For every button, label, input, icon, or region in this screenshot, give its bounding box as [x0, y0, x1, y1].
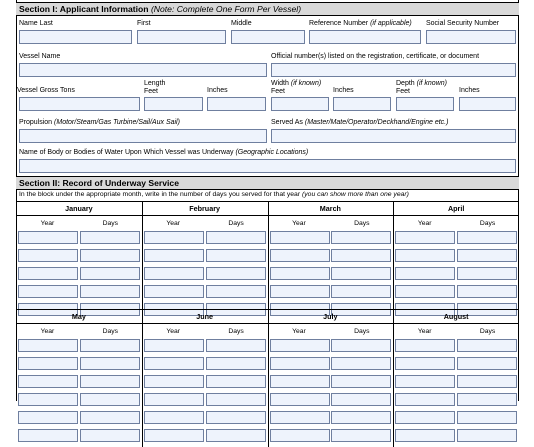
year-input-cell[interactable]	[144, 267, 204, 280]
days-input-cell[interactable]	[80, 411, 140, 424]
year-input-cell[interactable]	[18, 339, 78, 352]
middle-name-field[interactable]	[231, 30, 305, 44]
year-column-header: Year	[40, 328, 55, 335]
year-input-cell[interactable]	[18, 375, 78, 388]
year-input-cell[interactable]	[270, 429, 330, 442]
year-input-cell[interactable]	[18, 231, 78, 244]
days-input-cell[interactable]	[206, 231, 266, 244]
days-input-cell[interactable]	[331, 285, 391, 298]
gross-tons-field[interactable]	[19, 97, 140, 111]
days-input-cell[interactable]	[457, 339, 517, 352]
year-input-cell[interactable]	[395, 429, 455, 442]
year-input-cell[interactable]	[395, 231, 455, 244]
year-input-cell[interactable]	[270, 357, 330, 370]
days-input-cell[interactable]	[80, 249, 140, 262]
depth-label: Depth (if known)	[396, 80, 447, 87]
days-input-cell[interactable]	[457, 267, 517, 280]
year-input-cell[interactable]	[270, 231, 330, 244]
year-input-cell[interactable]	[270, 411, 330, 424]
days-input-cell[interactable]	[457, 285, 517, 298]
year-column-header: Year	[292, 220, 306, 227]
days-input-cell[interactable]	[206, 339, 266, 352]
year-input-cell[interactable]	[395, 393, 455, 406]
width-inches-label: Inches	[333, 87, 354, 94]
depth-inches-label: Inches	[459, 87, 480, 94]
section-2-title: Section II: Record of Underway Service	[19, 178, 179, 188]
year-input-cell[interactable]	[144, 429, 204, 442]
year-input-cell[interactable]	[18, 393, 78, 406]
year-input-cell[interactable]	[270, 249, 330, 262]
days-input-cell[interactable]	[457, 357, 517, 370]
served-as-field[interactable]	[271, 129, 516, 143]
days-column-header: Days	[102, 220, 119, 227]
first-label: First	[137, 20, 151, 27]
days-input-cell[interactable]	[331, 339, 391, 352]
year-input-cell[interactable]	[144, 231, 204, 244]
days-column-header: Days	[228, 328, 244, 335]
name-last-label: Name Last	[19, 20, 53, 27]
gross-tons-label: Vessel Gross Tons	[17, 87, 75, 94]
year-input-cell[interactable]	[395, 267, 455, 280]
days-input-cell[interactable]	[80, 285, 140, 298]
section-2-header	[16, 176, 519, 190]
days-input-cell[interactable]	[331, 249, 391, 262]
days-input-cell[interactable]	[80, 339, 140, 352]
section-1-note: (Note: Complete One Form Per Vessel)	[150, 4, 302, 14]
year-column-header: Year	[40, 220, 55, 227]
month-divider	[142, 201, 143, 321]
year-input-cell[interactable]	[18, 249, 78, 262]
year-input-cell[interactable]	[395, 339, 455, 352]
days-input-cell[interactable]	[80, 393, 140, 406]
year-input-cell[interactable]	[144, 357, 204, 370]
length-feet-field[interactable]	[144, 97, 203, 111]
year-input-cell[interactable]	[395, 249, 455, 262]
year-input-cell[interactable]	[270, 285, 330, 298]
days-input-cell[interactable]	[206, 267, 266, 280]
days-input-cell[interactable]	[331, 375, 391, 388]
year-input-cell[interactable]	[270, 267, 330, 280]
days-input-cell[interactable]	[331, 429, 391, 442]
width-feet-label: Feet	[271, 88, 286, 95]
year-input-cell[interactable]	[144, 249, 204, 262]
vessel-name-field[interactable]	[19, 63, 267, 77]
days-input-cell[interactable]	[331, 393, 391, 406]
days-input-cell[interactable]	[80, 231, 140, 244]
days-input-cell[interactable]	[457, 249, 517, 262]
year-input-cell[interactable]	[270, 375, 330, 388]
propulsion-field[interactable]	[19, 129, 267, 143]
section-2-instructions: In the block under the appropriate month, write in the number of days you served for that year (you can show more than one year)	[19, 191, 409, 198]
year-input-cell[interactable]	[144, 339, 204, 352]
days-input-cell[interactable]	[206, 393, 266, 406]
days-input-cell[interactable]	[206, 411, 266, 424]
days-input-cell[interactable]	[457, 231, 517, 244]
days-input-cell[interactable]	[331, 267, 391, 280]
section-1-title: Section I: Applicant Information	[19, 4, 149, 14]
vessel-name-label: Vessel Name	[19, 53, 61, 60]
year-input-cell[interactable]	[18, 411, 78, 424]
days-column-header: Days	[354, 328, 370, 335]
middle-label: Middle	[231, 20, 252, 27]
days-input-cell[interactable]	[331, 231, 391, 244]
days-input-cell[interactable]	[206, 429, 266, 442]
days-column-header: Days	[354, 220, 370, 227]
days-column-header: Days	[228, 220, 244, 227]
days-column-header: Days	[479, 328, 496, 335]
ssn-label: Social Security Number	[426, 20, 500, 27]
days-column-header: Days	[479, 220, 496, 227]
section-1-header	[16, 2, 519, 16]
days-input-cell[interactable]	[80, 357, 140, 370]
month-label: July	[323, 312, 338, 321]
month-label: February	[189, 204, 220, 213]
year-column-header: Year	[417, 328, 432, 335]
served-as-label: Served As (Master/Mate/Operator/Deckhand/Engine etc.)	[271, 119, 449, 126]
days-input-cell[interactable]	[457, 393, 517, 406]
year-column-header: Year	[166, 220, 181, 227]
days-input-cell[interactable]	[206, 357, 266, 370]
days-input-cell[interactable]	[331, 357, 391, 370]
days-input-cell[interactable]	[331, 411, 391, 424]
year-input-cell[interactable]	[395, 357, 455, 370]
name-last-field[interactable]	[19, 30, 132, 44]
month-divider	[268, 201, 269, 321]
width-label: Width (if known)	[271, 80, 322, 87]
days-input-cell[interactable]	[80, 429, 140, 442]
reference-number-label: Reference Number (if applicable)	[309, 20, 412, 27]
width-inches-field[interactable]	[333, 97, 391, 111]
depth-feet-label: Feet	[396, 88, 411, 95]
depth-feet-field[interactable]	[396, 97, 454, 111]
year-input-cell[interactable]	[144, 411, 204, 424]
days-input-cell[interactable]	[206, 375, 266, 388]
year-input-cell[interactable]	[395, 411, 455, 424]
days-input-cell[interactable]	[206, 249, 266, 262]
days-input-cell[interactable]	[457, 429, 517, 442]
width-feet-field[interactable]	[271, 97, 329, 111]
length-label: Length	[144, 80, 166, 87]
year-input-cell[interactable]	[18, 267, 78, 280]
length-feet-label: Feet	[144, 88, 159, 95]
year-input-cell[interactable]	[144, 393, 204, 406]
days-input-cell[interactable]	[457, 411, 517, 424]
reference-number-field[interactable]	[309, 30, 421, 44]
year-input-cell[interactable]	[395, 285, 455, 298]
length-inches-field[interactable]	[207, 97, 266, 111]
ssn-field[interactable]	[426, 30, 516, 44]
year-input-cell[interactable]	[18, 357, 78, 370]
days-input-cell[interactable]	[80, 267, 140, 280]
year-input-cell[interactable]	[144, 375, 204, 388]
days-column-header: Days	[102, 328, 119, 335]
depth-inches-field[interactable]	[459, 97, 516, 111]
year-input-cell[interactable]	[144, 285, 204, 298]
body-of-water-field[interactable]	[19, 159, 516, 173]
official-numbers-field[interactable]	[271, 63, 516, 77]
month-divider	[393, 201, 394, 321]
propulsion-label: Propulsion (Motor/Steam/Gas Turbine/Sail/Aux Sail)	[19, 119, 180, 126]
year-input-cell[interactable]	[18, 429, 78, 442]
month-label: March	[319, 204, 341, 213]
year-column-header: Year	[417, 220, 432, 227]
year-input-cell[interactable]	[18, 285, 78, 298]
month-label: April	[447, 204, 465, 213]
month-label: May	[71, 312, 86, 321]
month-label: August	[443, 312, 469, 321]
days-input-cell[interactable]	[206, 285, 266, 298]
year-column-header: Year	[292, 328, 306, 335]
body-of-water-label: Name of Body or Bodies of Water Upon Which Vessel was Underway (Geographic Locations)	[19, 149, 309, 156]
month-label: January	[65, 204, 93, 213]
days-input-cell[interactable]	[457, 375, 517, 388]
year-input-cell[interactable]	[395, 375, 455, 388]
days-input-cell[interactable]	[80, 375, 140, 388]
year-input-cell[interactable]	[270, 339, 330, 352]
official-numbers-label: Official number(s) listed on the registration, certificate, or document	[271, 53, 480, 60]
first-name-field[interactable]	[137, 30, 226, 44]
year-input-cell[interactable]	[270, 393, 330, 406]
year-column-header: Year	[166, 328, 181, 335]
length-inches-label: Inches	[207, 87, 228, 94]
month-label: June	[196, 312, 214, 321]
